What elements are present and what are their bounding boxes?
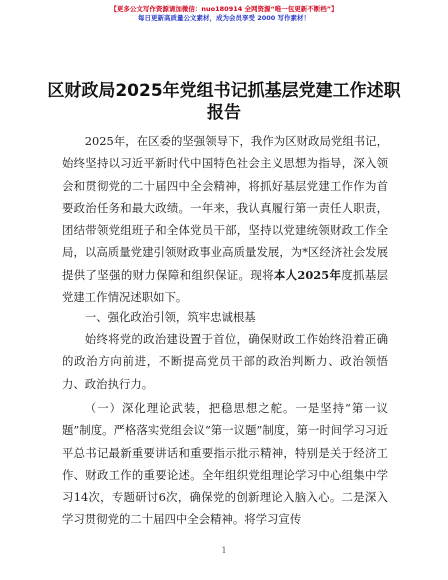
- intro-paragraph-part-b: 度抓基层党建工作情况述职如下。: [62, 267, 388, 305]
- ad-banner-line-1: 【更多公文写作资源请加微信：nuo180914 全网资源“唯一包更新不断档”】: [110, 5, 338, 13]
- ad-banner-line-2: 每日更新高质量公文素材，成为会员享受 2000 写作素材！: [137, 14, 311, 22]
- section-1-paragraph: 始终将党的政治建设置于首位，确保财政工作始终沿着正确的政治方向前进，不断提高党员干部的政治判断力、政治领悟力、政治执行力。: [62, 332, 388, 391]
- subsection-1-paragraph: （一）深化理论武装，把稳思想之舵。一是坚持“第一议题”制度。严格落实党组会议“第一议题”制度，第一时间学习习近平总书记最新重要讲话和重要指示批示精神，特别是关于经济工作、财政工作的重要论述。全年组织党组理论学习中心组集中学习14次，专题研讨6次，确保党的创新理论入脑入心。二是深入学习贯彻党的二十届四中全会精神。将学习宣传: [62, 401, 388, 527]
- intro-paragraph-part-a: 2025年，在区委的坚强领导下，我作为区财政局党组书记，始终坚持以习近平新时代中国特色社会主义思想为指导，深入领会和贯彻党的二十届四中全会精神，将抓好基层党建工作作为首要政治任务和最大政绩。一年来，我认真履行第一责任人职责，团结带领党组班子和全体党员干部，坚持以党建统领财政工作全局，以高质量党建引领财政事业高质量发展，为*区经济社会发展提供了坚强的财力保障和组织保证。现将: [62, 134, 388, 282]
- section-1-heading: 一、强化政治引领，筑牢忠诚根基: [84, 310, 256, 324]
- ad-banner: [0, 5, 448, 23]
- intro-paragraph-bold-part: 本人2025年: [273, 267, 342, 282]
- document-title: 区财政局2025年党组书记抓基层党建工作述职报告: [47, 81, 401, 123]
- intro-paragraph: [62, 130, 388, 308]
- page-number: 1: [221, 546, 227, 555]
